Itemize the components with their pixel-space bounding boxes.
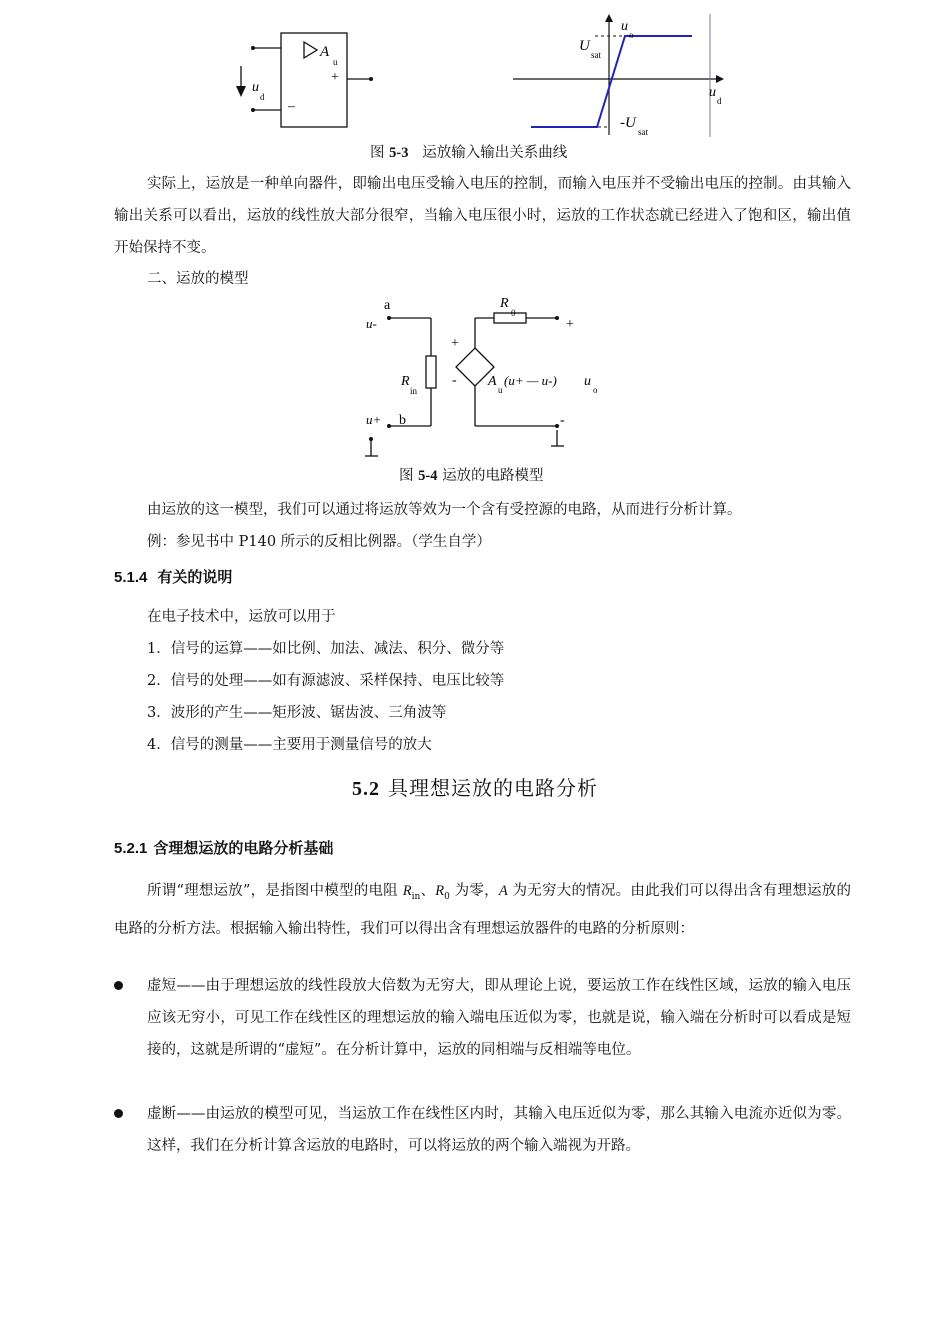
neg-sat-label: -U [620, 115, 636, 131]
figure-5-4-caption: 图 5-4 运放的电路模型 [399, 468, 544, 484]
svg-text:u: u [621, 19, 628, 34]
svg-text:R: R [401, 374, 410, 389]
section-5-1-4-heading: 5.1.4 有关的说明 [114, 568, 233, 586]
paragraph-example: 例：参见书中 P140 所示的反相比例器。（学生自学） [147, 534, 491, 550]
svg-text:u: u [584, 374, 591, 389]
svg-text:u: u [333, 57, 338, 67]
bullet-virtual-open: 虚断——由运放的模型可见，当运放工作在线性区内时，其输入电压近似为零，那么其输入电流亦近似为零。这样，我们在分析计算含运放的电路时，可以将运放的两个输入端视为开路。 [114, 1098, 851, 1162]
list-item: 2．信号的处理——如有源滤波、采样保持、电压比较等 [147, 673, 505, 689]
svg-text:+: + [331, 70, 339, 85]
svg-text:d: d [717, 96, 722, 106]
intro-uses: 在电子技术中，运放可以用于 [147, 609, 336, 625]
bullet-icon [114, 981, 123, 990]
svg-text:+: + [566, 317, 574, 332]
svg-text:o: o [593, 385, 598, 395]
svg-text:a: a [384, 298, 391, 313]
pos-sat-label: U [579, 38, 590, 54]
transfer-curve [531, 36, 692, 127]
svg-text:d: d [260, 92, 265, 102]
svg-text:0: 0 [511, 308, 516, 318]
svg-text:u-: u- [366, 316, 377, 331]
svg-text:A: A [488, 374, 497, 389]
svg-text:-: - [560, 413, 565, 428]
paragraph-ideal-opamp: 所谓“理想运放”，是指图中模型的电阻 $R_{in}$、$R_0$ 为零，A 为无穷大的情况。由此我们可以得出含有理想运放的电路的分析方法。根据输入输出特性，我们可以得出含有理想运放器件的电路的分析原则： [114, 883, 852, 937]
svg-text:(u+ — u-): (u+ — u-) [504, 373, 557, 388]
bullet-virtual-short: 虚短——由于理想运放的线性段放大倍数为无穷大，即从理论上说，要运放工作在线性区域，运放的输入电压应该无穷小，可见工作在线性区的理想运放的输入端电压近似为零，也就是说，输入端在分析时可以看成是短接的，这就是所谓的“虚短”。在分析计算中，运放的同相端与反相端等电位。 [114, 970, 851, 1066]
list-item: 1．信号的运算——如比例、加法、减法、积分、微分等 [147, 641, 505, 657]
svg-text:in: in [410, 386, 418, 396]
transfer-graph [513, 14, 724, 137]
svg-text:+: + [451, 336, 459, 351]
paragraph-model-equivalent: 由运放的这一模型，我们可以通过将运放等效为一个含有受控源的电路，从而进行分析计算。 [147, 502, 742, 518]
svg-text:sat: sat [638, 127, 648, 137]
svg-text:–: – [288, 99, 295, 114]
opamp-symbol [241, 33, 371, 127]
arrow-down-icon [236, 86, 246, 97]
ud-label: u [252, 80, 259, 95]
svg-text:sat: sat [591, 50, 601, 60]
svg-text:-: - [452, 373, 457, 388]
list-item: 4．信号的测量——主要用于测量信号的放大 [147, 737, 432, 753]
gain-symbol: A [320, 44, 330, 60]
svg-text:R: R [500, 296, 509, 311]
subheading-model: 二、运放的模型 [147, 271, 249, 287]
svg-text:o: o [629, 30, 634, 40]
paragraph-unidirectional: 实际上，运放是一种单向器件，即输出电压受输入电压的控制，而输入电压并不受输出电压的控制。由其输入输出关系可以看出，运放的线性放大部分很窄，当输入电压很小时，运放的工作状态就已经进入了饱和区，输出值开始保持不变。 [114, 176, 851, 256]
section-5-2-1-heading: 5.2.1 含理想运放的电路分析基础 [114, 839, 334, 857]
figure-5-3-caption: 图 5-3 运放输入输出关系曲线 [370, 145, 568, 161]
svg-text:u+: u+ [366, 412, 382, 427]
bullet-icon [114, 1109, 123, 1118]
svg-text:u: u [709, 85, 716, 100]
svg-text:u: u [498, 385, 503, 395]
svg-text:b: b [399, 413, 406, 428]
list-item: 3．波形的产生——矩形波、锯齿波、三角波等 [147, 705, 447, 721]
section-5-2-heading: 5.2 具理想运放的电路分析 [352, 776, 598, 800]
